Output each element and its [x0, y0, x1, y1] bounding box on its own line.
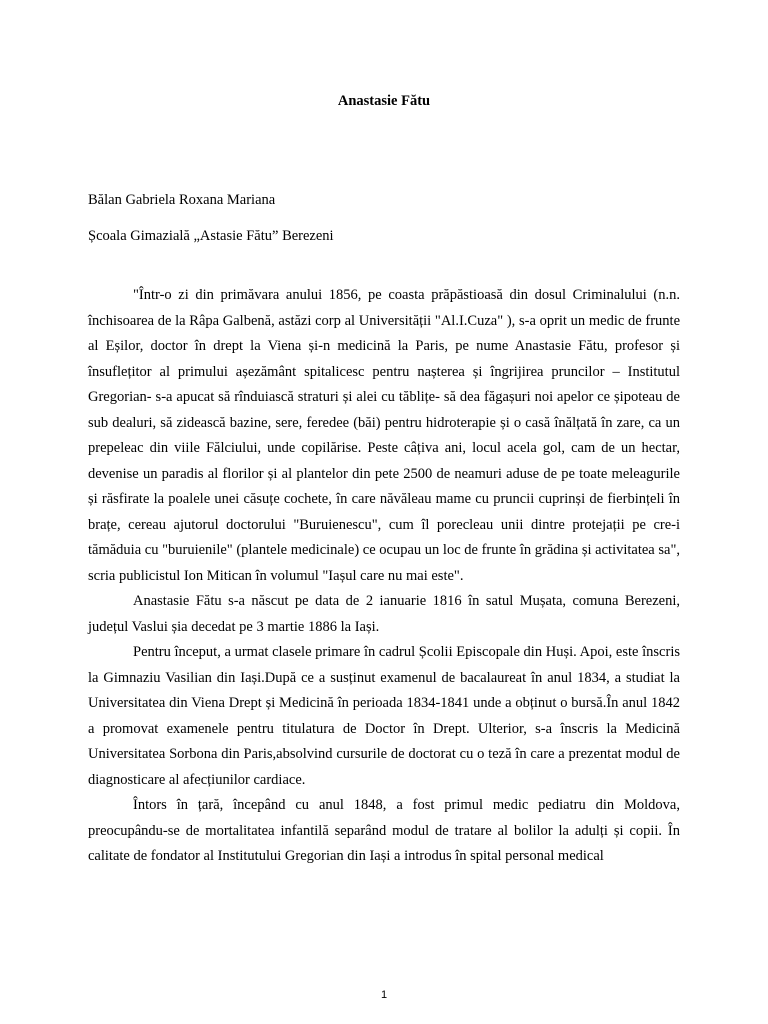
page-number: 1	[380, 989, 388, 1001]
author-name: Bălan Gabriela Roxana Mariana	[88, 192, 276, 208]
document-title: Anastasie Fătu	[337, 93, 431, 109]
paragraph: Pentru început, a urmat clasele primare în cadrul Școlii Episcopale din Huși. Apoi, este înscris la Gimnaziu Vasilian din Iași.După ce a susținut examenul de bacalaureat în anul 1834, a studiat la Universitatea din Viena Drept și Medicină în perioada 1834-1841 unde a obținut o bursă.În anul 1842 a promovat examenele pentru titulatura de Doctor în Drept. Ulterior, s-a înscris la Medicină Universitatea Sorbona din Paris,absolvind cursurile de doctorat cu o teză în care a prezentat modul de diagnosticare al afecțiunilor cardiace.	[88, 644, 680, 788]
school-name: Școala Gimazială „Astasie Fătu” Berezeni	[88, 228, 334, 244]
paragraph: "Într-o zi din primăvara anului 1856, pe coasta prăpăstioasă din dosul Criminalului (n.n. închisoarea de la Râpa Galbenă, astăzi corp al Universității "Al.I.Cuza" ), s-a oprit un medic de frunte al Eșilor, doctor în drept la Viena și-n medicină la Paris, pe nume Anastasie Fătu, profesor și însuflețitor al primului așezământ spitalicesc pentru nașterea și îngrijirea pruncilor – Institutul Gregorian- s-a apucat să rînduiască straturi și alei cu tăblițe- să dea făgașuri noi apelor ce șipoteau de sub dealuri, să zidească bazine, sere, feredee (băi) pentru hidroterapie și o casă înălțată în zare, ca un prepeleac din viile Fălciului, unde copilărise. Peste câțiva ani, locul acela gol, cam de un hectar, devenise un paradis al florilor și al plantelor din pete 2500 de neamuri aduse de pe toate meleagurile și răsfirate la poalele unei căsuțe cochete, în care năvăleau mame cu pruncii cuprinși de fierbințeli în brațe, cereau ajutorul doctorului "Buruienescu", cum îl porecleau unii dintre protejații pe cre-i tămăduia cu "buruienile" (plantele medicinale) ce ocupau un loc de frunte în grădina și activitatea sa", scria publicistul Ion Mitican în volumul "Iașul care nu mai este".	[88, 287, 680, 584]
paragraph: Anastasie Fătu s-a născut pe data de 2 ianuarie 1816 în satul Mușata, comuna Berezeni, județul Vaslui șia decedat pe 3 martie 1886 la Iași.	[88, 593, 680, 635]
document-body	[88, 283, 680, 870]
paragraph: Întors în țară, începând cu anul 1848, a fost primul medic pediatru din Moldova, preocupându-se de mortalitatea infantilă separând modul de tratare al bolilor la adulți și copii. În calitate de fondator al Institutului Gregorian din Iași a introdus în spital personal medical	[88, 797, 680, 864]
